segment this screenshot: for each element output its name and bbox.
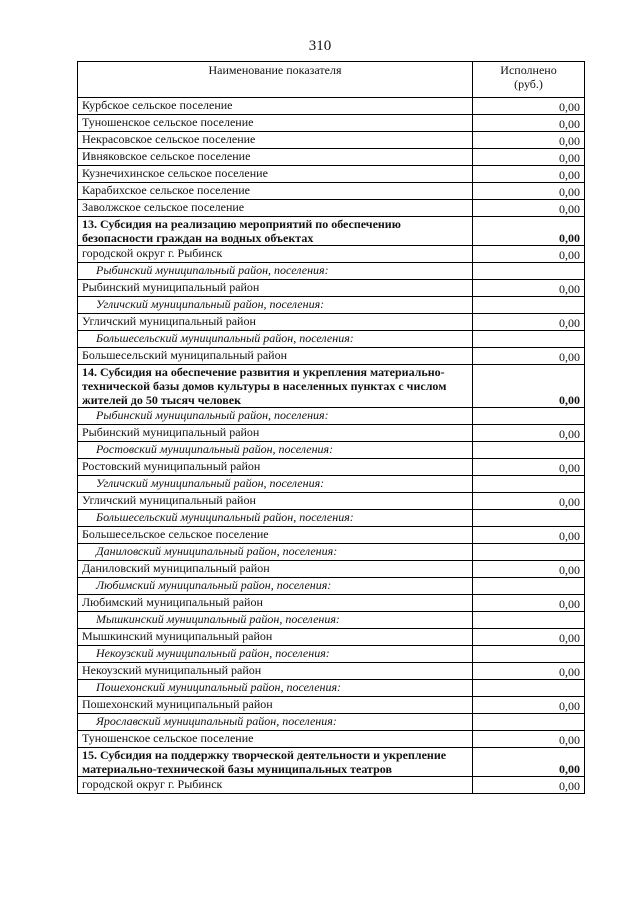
- table-row: [78, 246, 585, 263]
- row-value: 0,00: [473, 115, 585, 132]
- row-value: 0,00: [473, 149, 585, 166]
- row-value: 0,00: [473, 697, 585, 714]
- row-name: 13. Субсидия на реализацию мероприятий по обеспечению безопасности граждан на водных объектах: [78, 217, 473, 246]
- page-number: 310: [308, 38, 332, 54]
- row-value: 0,00: [473, 493, 585, 510]
- row-name: Ивняковское сельское поселение: [78, 149, 473, 166]
- row-name: Большесельский муниципальный район: [78, 348, 473, 365]
- header-value: [473, 62, 585, 98]
- row-value: 0,00: [473, 348, 585, 365]
- table-row: [78, 280, 585, 297]
- header-value-unit: (руб.): [514, 77, 543, 91]
- row-name: Заволжское сельское поселение: [78, 200, 473, 217]
- table-row: [78, 200, 585, 217]
- section-row: [78, 365, 585, 408]
- table-row: [78, 777, 585, 794]
- row-name: 15. Субсидия на поддержку творческой деятельности и укрепление материально-технической базы муниципальных театров: [78, 748, 473, 777]
- budget-table: [77, 61, 585, 794]
- subheading-row: [78, 263, 585, 280]
- row-name: Даниловский муниципальный район, поселения:: [78, 544, 473, 561]
- row-name: Некрасовское сельское поселение: [78, 132, 473, 149]
- row-value: [473, 680, 585, 697]
- row-name: городской округ г. Рыбинск: [78, 246, 473, 263]
- row-value: [473, 578, 585, 595]
- subheading-row: [78, 297, 585, 314]
- table-header-row: [78, 62, 585, 98]
- table-row: [78, 493, 585, 510]
- row-value: [473, 510, 585, 527]
- row-name: Рыбинский муниципальный район: [78, 425, 473, 442]
- table-row: [78, 314, 585, 331]
- row-name: Некоузский муниципальный район, поселения:: [78, 646, 473, 663]
- row-value: [473, 297, 585, 314]
- row-name: Угличский муниципальный район: [78, 314, 473, 331]
- table-body: [78, 98, 585, 794]
- table-row: [78, 425, 585, 442]
- header-value-label: Исполнено: [500, 63, 557, 77]
- table-row: [78, 629, 585, 646]
- row-name: Ростовский муниципальный район: [78, 459, 473, 476]
- subheading-row: [78, 476, 585, 493]
- row-name: городской округ г. Рыбинск: [78, 777, 473, 794]
- row-name: Большесельское сельское поселение: [78, 527, 473, 544]
- table-row: [78, 561, 585, 578]
- subheading-row: [78, 578, 585, 595]
- row-value: 0,00: [473, 777, 585, 794]
- row-value: 0,00: [473, 595, 585, 612]
- row-value: 0,00: [473, 459, 585, 476]
- row-value: [473, 612, 585, 629]
- section-row: [78, 748, 585, 777]
- row-value: 0,00: [473, 183, 585, 200]
- subheading-row: [78, 714, 585, 731]
- row-name: Рыбинский муниципальный район: [78, 280, 473, 297]
- row-name: Большесельский муниципальный район, поселения:: [78, 331, 473, 348]
- row-name: Туношенское сельское поселение: [78, 731, 473, 748]
- subheading-row: [78, 331, 585, 348]
- row-value: 0,00: [473, 425, 585, 442]
- row-name: Некоузский муниципальный район: [78, 663, 473, 680]
- row-value: 0,00: [473, 629, 585, 646]
- row-value: 0,00: [473, 314, 585, 331]
- row-value: [473, 646, 585, 663]
- row-name: Даниловский муниципальный район: [78, 561, 473, 578]
- row-name: Кузнечихинское сельское поселение: [78, 166, 473, 183]
- subheading-row: [78, 680, 585, 697]
- subheading-row: [78, 442, 585, 459]
- table-row: [78, 183, 585, 200]
- row-name: Пошехонский муниципальный район: [78, 697, 473, 714]
- table-row: [78, 697, 585, 714]
- table-row: [78, 348, 585, 365]
- row-value: 0,00: [473, 748, 585, 777]
- row-name: Ярославский муниципальный район, поселения:: [78, 714, 473, 731]
- table-row: [78, 731, 585, 748]
- table-row: [78, 663, 585, 680]
- header-name: [78, 62, 473, 98]
- row-name: Курбское сельское поселение: [78, 98, 473, 115]
- row-value: 0,00: [473, 132, 585, 149]
- table-row: [78, 459, 585, 476]
- row-name: Рыбинский муниципальный район, поселения:: [78, 263, 473, 280]
- row-value: [473, 442, 585, 459]
- row-value: [473, 331, 585, 348]
- subheading-row: [78, 612, 585, 629]
- row-value: 0,00: [473, 731, 585, 748]
- subheading-row: [78, 510, 585, 527]
- row-value: 0,00: [473, 98, 585, 115]
- section-row: [78, 217, 585, 246]
- table-row: [78, 98, 585, 115]
- header-name-label: Наименование показателя: [208, 63, 342, 77]
- row-value: 0,00: [473, 246, 585, 263]
- table-row: [78, 115, 585, 132]
- subheading-row: [78, 408, 585, 425]
- row-name: Угличский муниципальный район: [78, 493, 473, 510]
- table-row: [78, 149, 585, 166]
- row-name: Ростовский муниципальный район, поселения:: [78, 442, 473, 459]
- row-name: Мышкинский муниципальный район, поселения:: [78, 612, 473, 629]
- row-value: 0,00: [473, 663, 585, 680]
- row-value: 0,00: [473, 166, 585, 183]
- row-name: Угличский муниципальный район, поселения:: [78, 476, 473, 493]
- row-value: 0,00: [473, 200, 585, 217]
- row-name: Мышкинский муниципальный район: [78, 629, 473, 646]
- row-value: [473, 263, 585, 280]
- row-name: Туношенское сельское поселение: [78, 115, 473, 132]
- row-name: Угличский муниципальный район, поселения:: [78, 297, 473, 314]
- row-value: [473, 476, 585, 493]
- row-name: Любимский муниципальный район: [78, 595, 473, 612]
- row-value: [473, 544, 585, 561]
- row-name: 14. Субсидия на обеспечение развития и укрепления материально-технической базы домов культуры в населенных пунктах с числом жителей до 50 тысяч человек: [78, 365, 473, 408]
- row-value: 0,00: [473, 561, 585, 578]
- row-value: [473, 408, 585, 425]
- row-value: 0,00: [473, 217, 585, 246]
- row-name: Пошехонский муниципальный район, поселения:: [78, 680, 473, 697]
- row-name: Большесельский муниципальный район, поселения:: [78, 510, 473, 527]
- table-row: [78, 132, 585, 149]
- row-value: 0,00: [473, 527, 585, 544]
- row-value: 0,00: [473, 280, 585, 297]
- row-name: Карабихское сельское поселение: [78, 183, 473, 200]
- row-value: [473, 714, 585, 731]
- subheading-row: [78, 646, 585, 663]
- table-row: [78, 527, 585, 544]
- row-name: Рыбинский муниципальный район, поселения:: [78, 408, 473, 425]
- subheading-row: [78, 544, 585, 561]
- row-name: Любимский муниципальный район, поселения:: [78, 578, 473, 595]
- row-value: 0,00: [473, 365, 585, 408]
- table-row: [78, 166, 585, 183]
- table-row: [78, 595, 585, 612]
